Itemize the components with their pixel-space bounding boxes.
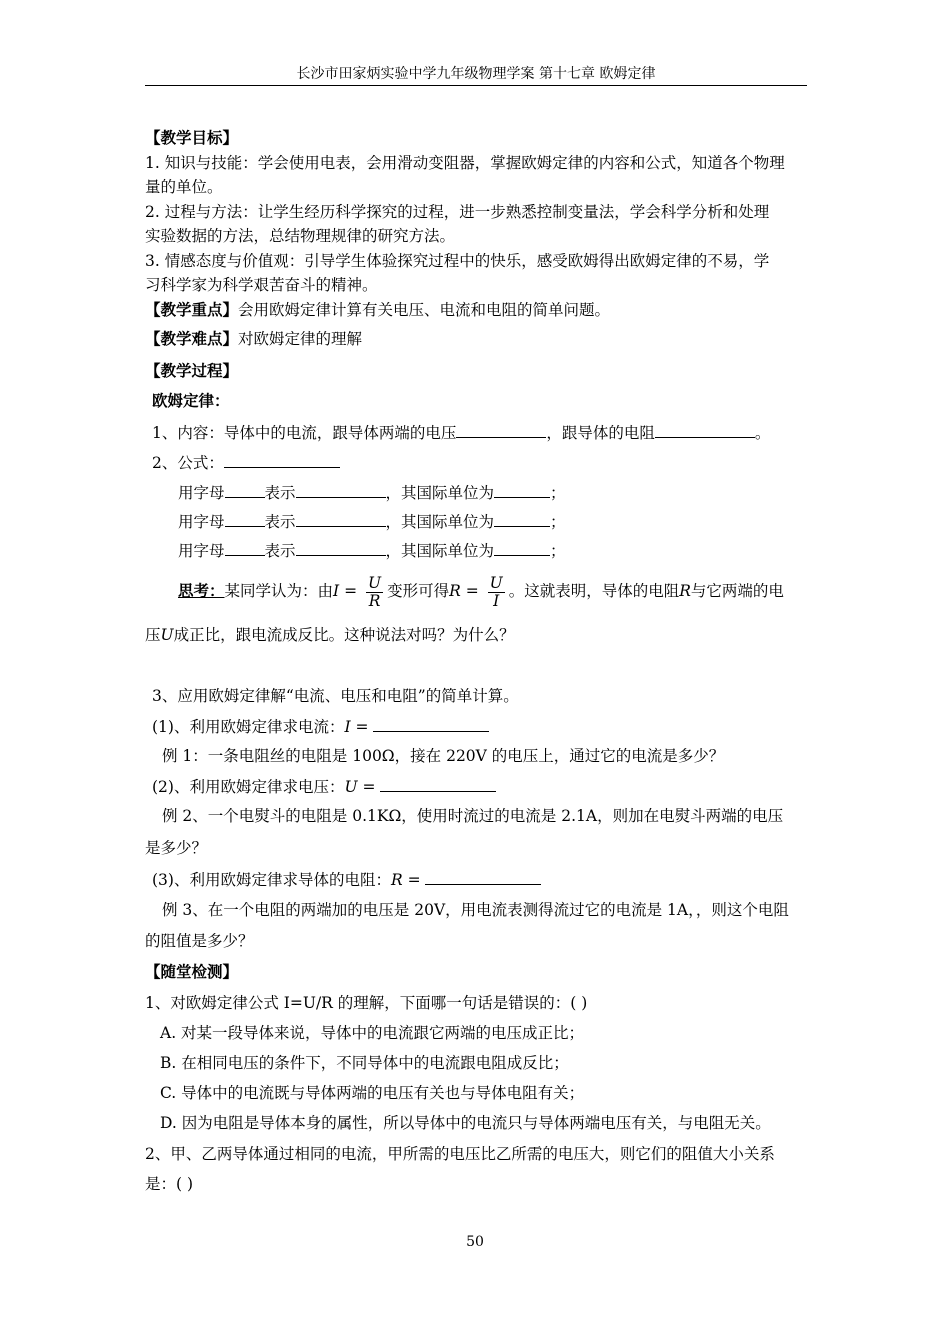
symbol-line-3 (178, 540, 566, 561)
goals-heading: 【教学目标】 (145, 128, 239, 147)
symbol-text-d: ； (550, 542, 566, 560)
symbol-blank-unit[interactable] (494, 511, 550, 527)
symbol-text-a: 用字母 (178, 513, 225, 531)
sub1-eq: = (350, 718, 374, 736)
think-eq-1: = (339, 582, 362, 600)
header-rule (145, 85, 807, 86)
sub1-text: (1)、利用欧姆定律求电流： (152, 718, 345, 736)
goal-3-line-2: 习科学家为科学艰苦奋斗的精神。 (145, 276, 378, 294)
sub3-line (152, 869, 541, 890)
content-text-b: ，跟导体的电阻 (546, 424, 655, 442)
symbol-text-b: 表示 (264, 542, 296, 560)
fraction-denominator: I (493, 591, 500, 610)
think-var-R-2: R (679, 582, 691, 600)
page-number: 50 (466, 1234, 484, 1250)
think-text-d: 与它两端的电 (690, 582, 784, 600)
content-text-a: 1、内容：导体中的电流，跟导体两端的电压 (152, 424, 457, 442)
formula-label: 2、公式： (152, 454, 224, 472)
sub3-var: R (390, 871, 403, 889)
fraction-numerator: U (368, 573, 382, 592)
fraction-denominator: R (368, 591, 381, 610)
symbol-text-a: 用字母 (178, 484, 225, 502)
formula-line (152, 452, 340, 473)
think-text-f: 成正比，跟电流成反比。这种说法对吗？为什么？ (173, 626, 515, 644)
sub1-var: I (344, 718, 351, 736)
content-line (152, 422, 770, 443)
think-text-e: 压 (145, 626, 161, 644)
symbol-text-a: 用字母 (178, 542, 225, 560)
symbol-text-b: 表示 (264, 513, 296, 531)
quiz-q1-option-b: B. 在相同电压的条件下，不同导体中的电流跟电阻成反比； (160, 1054, 569, 1072)
quiz-q1-option-d: D. 因为电阻是导体本身的属性，所以导体中的电流只与导体两端电压有关，与电阻无关。 (160, 1114, 771, 1132)
symbol-blank-letter[interactable] (225, 482, 265, 498)
sub3-blank[interactable] (425, 869, 541, 885)
sub1-line (152, 716, 489, 737)
difficulty-text: 对欧姆定律的理解 (238, 330, 363, 348)
formula-blank[interactable] (224, 452, 340, 468)
goal-1-line-1: 1. 知识与技能：学会使用电表，会用滑动变阻器，掌握欧姆定律的内容和公式，知道各个物理 (145, 154, 785, 172)
think-var-U: U (160, 626, 174, 644)
quiz-heading: 【随堂检测】 (145, 962, 239, 981)
symbol-blank-meaning[interactable] (296, 482, 386, 498)
fraction-numerator: U (489, 573, 503, 592)
quiz-q2-line-2: 是：( ) (145, 1175, 194, 1193)
symbol-line-2 (178, 511, 566, 532)
sub2-blank[interactable] (380, 776, 496, 792)
goal-3-line-1: 3. 情感态度与价值观：引导学生体验探究过程中的快乐，感受欧姆得出欧姆定律的不易，学 (145, 252, 770, 270)
difficulty-label: 【教学难点】 (145, 329, 239, 348)
symbol-text-b: 表示 (264, 484, 296, 502)
think-text-b: 变形可得 (387, 582, 450, 600)
think-eq-2: = (460, 582, 484, 600)
fraction-U-over-R (366, 575, 383, 610)
goal-2-line-2: 实验数据的方法，总结物理规律的研究方法。 (145, 227, 456, 245)
page-header: 长沙市田家炳实验中学九年级物理学案 第十七章 欧姆定律 (296, 66, 656, 82)
example-3-line-1: 例 3、在一个电阻的两端加的电压是 20V，用电流表测得流过它的电流是 1A，，则这个电阻 (162, 901, 789, 919)
sub3-eq: = (402, 871, 426, 889)
symbol-blank-unit[interactable] (494, 482, 550, 498)
key-point (145, 300, 610, 320)
think-var-I: I (333, 582, 340, 600)
sub2-text: (2)、利用欧姆定律求电压： (152, 778, 345, 796)
symbol-blank-meaning[interactable] (296, 511, 386, 527)
sub1-blank[interactable] (373, 716, 489, 732)
sub2-var: U (344, 778, 358, 796)
symbol-text-c: ，其国际单位为 (385, 513, 495, 531)
difficulty (145, 329, 362, 349)
symbol-text-d: ； (550, 513, 566, 531)
symbol-text-c: ，其国际单位为 (385, 542, 495, 560)
quiz-q1: 1、对欧姆定律公式 I=U/R 的理解，下面哪一句话是错误的：( ) (145, 994, 588, 1012)
quiz-q1-option-a: A. 对某一段导体来说，导体中的电流跟它两端的电压成正比； (160, 1024, 585, 1042)
think-line-1 (178, 571, 784, 611)
example-3-line-2: 的阻值是多少？ (145, 932, 254, 950)
fraction-U-over-I (488, 575, 505, 610)
sub2-eq: = (357, 778, 381, 796)
key-point-label: 【教学重点】 (145, 300, 239, 319)
symbol-blank-unit[interactable] (494, 540, 550, 556)
example-2-line-2: 是多少？ (145, 839, 208, 857)
think-var-R: R (449, 582, 461, 600)
key-point-text: 会用欧姆定律计算有关电压、电流和电阻的简单问题。 (238, 301, 611, 319)
quiz-q2-line-1: 2、甲、乙两导体通过相同的电流，甲所需的电压比乙所需的电压大，则它们的阻值大小关系 (145, 1145, 775, 1163)
goal-2-line-1: 2. 过程与方法：让学生经历科学探究的过程，进一步熟悉控制变量法，学会科学分析和处理 (145, 203, 770, 221)
sub2-line (152, 776, 496, 797)
think-label: 思考： (178, 581, 225, 600)
content-blank-resistance[interactable] (655, 422, 755, 438)
symbol-blank-meaning[interactable] (296, 540, 386, 556)
symbol-text-c: ，其国际单位为 (385, 484, 495, 502)
think-text-c: 。这就表明，导体的电阻 (508, 582, 680, 600)
symbol-blank-letter[interactable] (225, 540, 265, 556)
goal-1-line-2: 量的单位。 (145, 178, 223, 196)
content-text-c: 。 (754, 424, 771, 442)
example-2-line-1: 例 2、一个电熨斗的电阻是 0.1KΩ，使用时流过的电流是 2.1A，则加在电熨斗两端的电压 (162, 807, 784, 825)
example-1: 例 1：一条电阻丝的电阻是 100Ω，接在 220V 的电压上，通过它的电流是多少？ (162, 747, 725, 765)
think-text-a: 某同学认为：由 (224, 582, 334, 600)
content-blank-voltage[interactable] (456, 422, 546, 438)
think-line-2 (145, 625, 515, 645)
symbol-text-d: ； (550, 484, 566, 502)
apply-heading: 3、应用欧姆定律解“电流、电压和电阻”的简单计算。 (152, 687, 519, 705)
process-heading: 【教学过程】 (145, 361, 239, 380)
ohm-law-subheading: 欧姆定律： (152, 391, 230, 410)
quiz-q1-option-c: C. 导体中的电流既与导体两端的电压有关也与导体电阻有关； (160, 1084, 585, 1102)
sub3-text: (3)、利用欧姆定律求导体的电阻： (152, 871, 391, 889)
symbol-blank-letter[interactable] (225, 511, 265, 527)
symbol-line-1 (178, 482, 566, 503)
